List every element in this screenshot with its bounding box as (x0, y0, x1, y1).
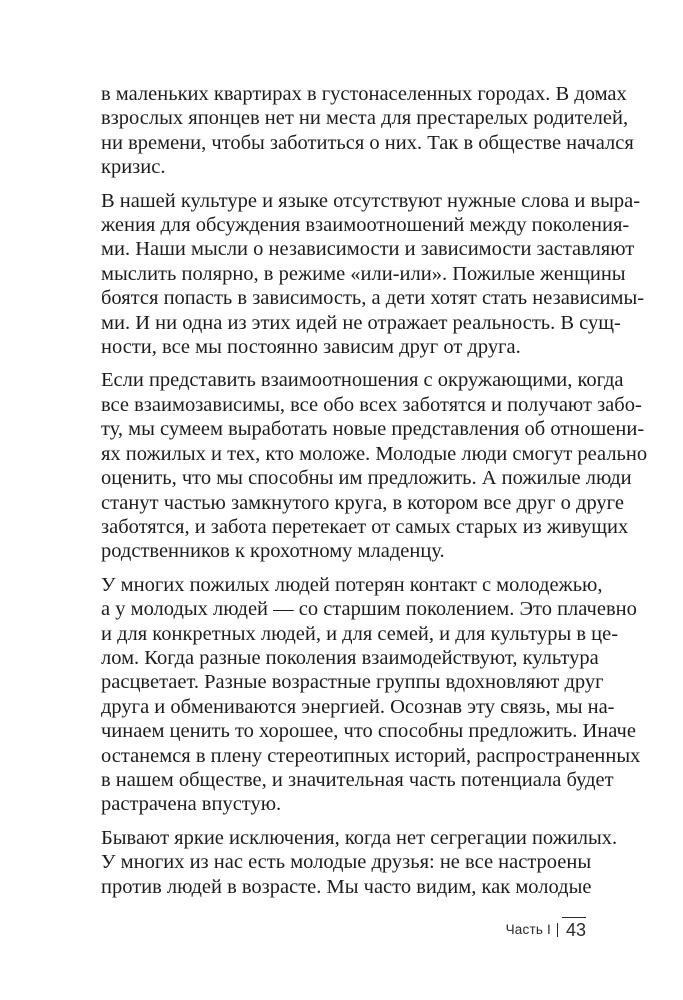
text-line: боятся попасть в зависимость, а дети хотят стать независимы- (101, 287, 645, 310)
text-line: ми. И ни одна из этих идей не отражает реальность. В сущ- (101, 311, 621, 334)
text-line: растрачена впустую. (101, 793, 282, 816)
text-line: против людей в возрасте. Мы часто видим, как молодые (101, 875, 592, 898)
text-line: ту, мы сумеем выработать новые представления об отношени- (101, 418, 645, 441)
paragraph (101, 573, 641, 817)
page-number: 43 (562, 917, 586, 940)
text-line: заботятся, и забота перетекает от самых старых из живущих (101, 515, 629, 538)
text-line: и для конкретных людей, и для семей, и для культуры в це- (101, 622, 619, 645)
page-body (101, 82, 648, 908)
text-line: ности, все мы постоянно зависим друг от друга. (101, 336, 521, 359)
text-line: Бывают яркие исключения, когда нет сегрегации пожилых. (101, 826, 618, 849)
text-line: а у молодых людей — со старшим поколением. Это плачевно (101, 598, 637, 621)
text-line: В нашей культуре и языке отсутствуют нужные слова и выра- (101, 189, 641, 212)
part-label: Часть I (505, 922, 551, 937)
text-line: чинаем ценить то хорошее, что способны предложить. Иначе (101, 720, 636, 743)
text-line: лом. Когда разные поколения взаимодействуют, культура (101, 646, 599, 669)
paragraph (101, 82, 634, 180)
text-line: ях пожилых и тех, кто моложе. Молодые люди смогут реально (101, 442, 648, 465)
text-line: кризис. (101, 156, 166, 179)
text-line: ми. Наши мысли о независимости и зависимости заставляют (101, 238, 635, 261)
text-line: в маленьких квартирах в густонаселенных городах. В домах (101, 83, 627, 105)
text-line: жения для обсуждения взаимоотношений между поколения- (101, 214, 630, 237)
text-line: взрослых японцев нет ни места для престарелых родителей, (101, 107, 629, 130)
text-line: У многих из нас есть молодые друзья: не все настроены (101, 851, 592, 874)
text-line: расцветает. Разные возрастные группы вдохновляют друг (101, 671, 604, 694)
text-line: У многих пожилых людей потерян контакт с молодежью, (101, 573, 603, 596)
paragraph (101, 826, 618, 899)
text-line: в нашем обществе, и значительная часть потенциала будет (101, 768, 614, 791)
text-line: останемся в плену стереотипных историй, распространенных (101, 744, 641, 767)
text-line: оценить, что мы способны им предложить. А пожилые люди (101, 467, 632, 490)
text-line: станут частью замкнутого круга, в котором все друг о друге (101, 491, 624, 514)
paragraph (101, 189, 645, 360)
text-line: ни времени, чтобы заботиться о них. Так в обществе начался (101, 131, 634, 154)
text-line: мыслить полярно, в режиме «или-или». Пожилые женщины (101, 262, 626, 285)
footer-divider (557, 923, 558, 937)
paragraph (101, 368, 648, 563)
text-line: родственников к крохотному младенцу. (101, 540, 445, 563)
page-footer (506, 914, 586, 940)
text-line: все взаимозависимы, все обо всех заботятся и получают забо- (101, 393, 642, 416)
text-line: друга и обмениваются энергией. Осознав эту связь, мы на- (101, 695, 615, 718)
text-line: Если представить взаимоотношения с окружающими, когда (101, 369, 624, 392)
